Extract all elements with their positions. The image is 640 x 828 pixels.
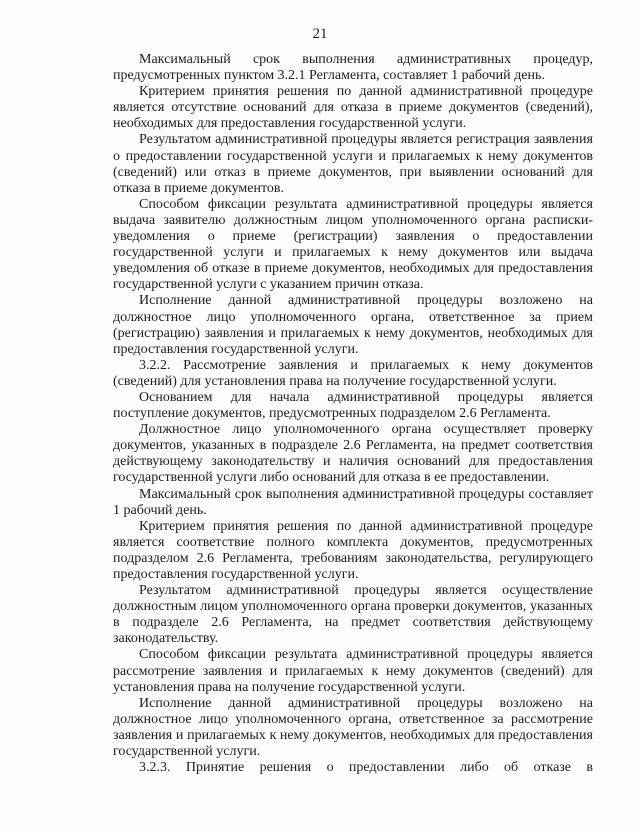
paragraph: Основанием для начала административной процедуры является поступление документов, предусмотренных подразделом 2.6 Регламента. <box>113 389 593 422</box>
paragraph: Максимальный срок выполнения административных процедур, предусмотренных пунктом 3.2.1 Регламента, составляет 1 рабочий день. <box>113 52 593 84</box>
paragraph: Исполнение данной административной процедуры возложено на должностное лицо уполномоченного органа, ответственное за рассмотрение заявления и прилагаемых к нему документов, необходимых для предоставления государственной услуги. <box>113 695 593 760</box>
page-number: 21 <box>312 26 328 42</box>
paragraph: Исполнение данной административной процедуры возложено на должностное лицо уполномоченного органа, ответственное за прием (регистрацию) заявления и прилагаемых к нему документов, необходимых для предоставления государственной услуги. <box>113 293 593 357</box>
paragraph: 3.2.3. Принятие решения о предоставлении либо об отказе в <box>139 760 593 776</box>
paragraph: Способом фиксации результата административной процедуры является рассмотрение заявления и прилагаемых к нему документов (сведений) для установления права на получение государственной услуги. <box>113 647 593 695</box>
paragraph: Результатом административной процедуры является регистрация заявления о предоставлении государственной услуги и прилагаемых к нему документов (сведений) или отказ в приеме документов, при выявлении оснований для отказа в приеме документов. <box>113 132 593 196</box>
paragraph: Должностное лицо уполномоченного органа осуществляет проверку документов, указанных в подразделе 2.6 Регламента, на предмет соответствия действующему законодательству и наличия оснований для предоставления государственной услуги либо оснований для отказа в ее предоставлении. <box>113 422 593 486</box>
paragraph: Способом фиксации результата административной процедуры является выдача заявителю должностным лицом уполномоченного органа расписки-уведомления о приеме (регистрации) заявления о предоставлении государственной услуги и прилагаемых к нему документов или выдача уведомления об отказе в приеме документов, необходимых для предоставления государственной услуги с указанием причин отказа. <box>113 196 593 293</box>
paragraph: Максимальный срок выполнения административной процедуры составляет 1 рабочий день. <box>113 486 593 518</box>
body-text <box>113 52 593 776</box>
paragraph: Критерием принятия решения по данной административной процедуре является отсутствие оснований для отказа в приеме документов (сведений), необходимых для предоставления государственной услуги. <box>113 84 593 132</box>
paragraph: Результатом административной процедуры является осуществление должностным лицом уполномоченного органа проверки документов, указанных в подразделе 2.6 Регламента, на предмет соответствия действующему законодательству. <box>113 583 593 647</box>
paragraph: Критерием принятия решения по данной административной процедуре является соответствие полного комплекта документов, предусмотренных подразделом 2.6 Регламента, требованиям законодательства, регулирующего предоставления государственной услуги. <box>113 518 593 582</box>
paragraph: 3.2.2. Рассмотрение заявления и прилагаемых к нему документов (сведений) для установления права на получение государственной услуги. <box>113 357 593 389</box>
